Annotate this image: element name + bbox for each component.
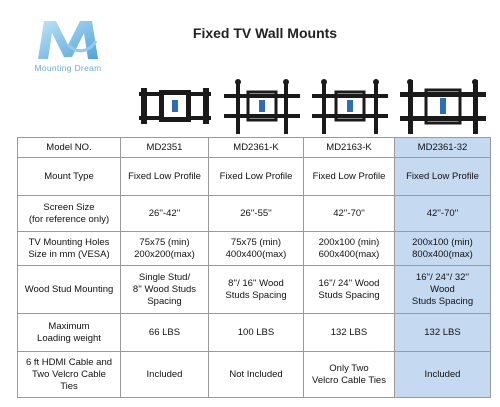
table-cell-highlighted: 16''/ 24''/ 32'' Wood Studs Spacing — [395, 266, 491, 314]
header-cell: Model NO. — [18, 138, 121, 158]
table-header-row — [18, 138, 491, 158]
page-title: Fixed TV Wall Mounts — [192, 25, 338, 41]
comparison-table — [17, 137, 491, 398]
table-cell: 132 LBS — [304, 314, 395, 352]
table-cell-highlighted: 200x100 (min) 800x400(max) — [395, 232, 491, 266]
table-cell-highlighted: 42''-70'' — [395, 196, 491, 232]
header-cell: MD2163-K — [304, 138, 395, 158]
table-cell: 42''-70'' — [304, 196, 395, 232]
table-cell: 100 LBS — [209, 314, 304, 352]
table-cell: Included — [121, 352, 209, 398]
table-cell: 8''/ 16'' Wood Studs Spacing — [209, 266, 304, 314]
header-cell: MD2351 — [121, 138, 209, 158]
mount-bracket-image-4 — [398, 78, 488, 138]
table-cell: 75x75 (min) 200x200(max) — [121, 232, 209, 266]
table-cell: 16''/ 24'' Wood Studs Spacing — [304, 266, 395, 314]
table-row — [18, 352, 491, 398]
table-cell: 75x75 (min) 400x400(max) — [209, 232, 304, 266]
table-cell-highlighted: Fixed Low Profile — [395, 158, 491, 196]
table-cell: Fixed Low Profile — [304, 158, 395, 196]
table-row — [18, 232, 491, 266]
table-cell: Fixed Low Profile — [209, 158, 304, 196]
header-cell-highlighted: MD2361-32 — [395, 138, 491, 158]
row-label: Wood Stud Mounting — [18, 266, 121, 314]
row-label: TV Mounting Holes Size in mm (VESA) — [18, 232, 121, 266]
table-row — [18, 196, 491, 232]
table-row — [18, 158, 491, 196]
mount-bracket-image-2 — [222, 78, 302, 138]
table-cell: Fixed Low Profile — [121, 158, 209, 196]
mount-bracket-image-1 — [135, 78, 215, 138]
table-row — [18, 314, 491, 352]
header-cell: MD2361-K — [209, 138, 304, 158]
table-cell: 26''-42'' — [121, 196, 209, 232]
row-label: Maximum Loading weight — [18, 314, 121, 352]
row-label: Screen Size (for reference only) — [18, 196, 121, 232]
table-row — [18, 266, 491, 314]
table-cell: 26''-55'' — [209, 196, 304, 232]
row-label: 6 ft HDMI Cable and Two Velcro Cable Ties — [18, 352, 121, 398]
mount-bracket-image-3 — [310, 78, 390, 138]
table-cell: Not Included — [209, 352, 304, 398]
table-cell: Only Two Velcro Cable Ties — [304, 352, 395, 398]
logo-text: Mounting Dream — [34, 63, 102, 73]
row-label: Mount Type — [18, 158, 121, 196]
table-cell-highlighted: 132 LBS — [395, 314, 491, 352]
table-cell: 66 LBS — [121, 314, 209, 352]
table-cell: Single Stud/ 8'' Wood Studs Spacing — [121, 266, 209, 314]
table-cell: 200x100 (min) 600x400(max) — [304, 232, 395, 266]
table-cell-highlighted: Included — [395, 352, 491, 398]
